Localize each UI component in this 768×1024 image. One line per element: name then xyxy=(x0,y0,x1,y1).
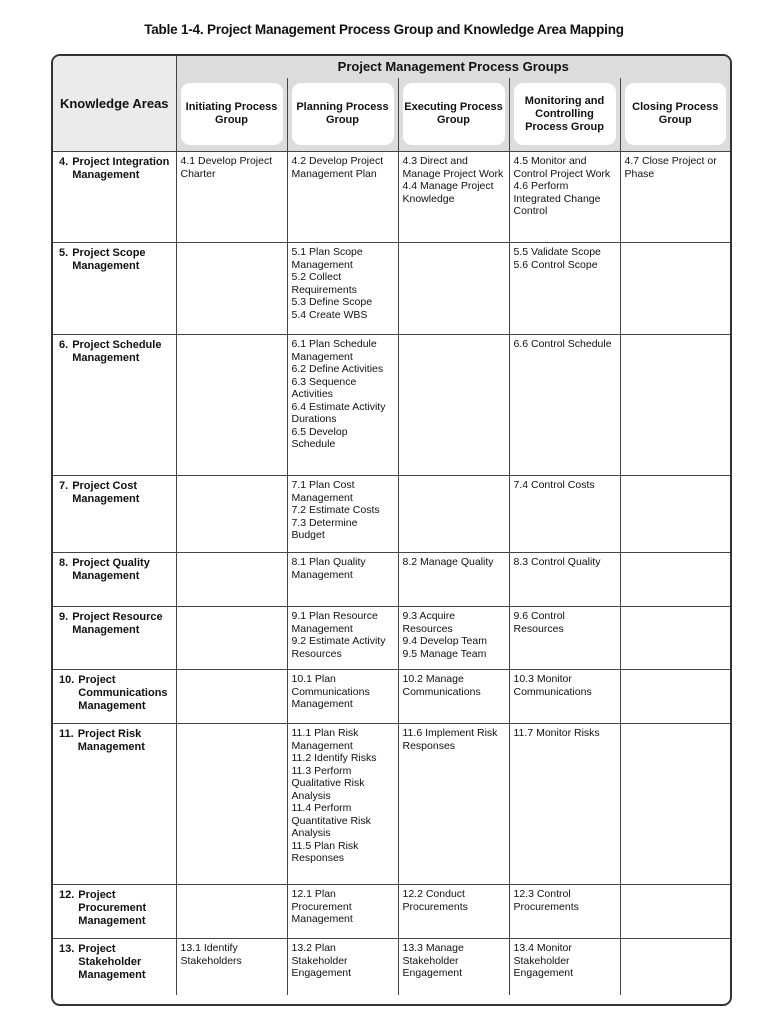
process-item: 11.5 Plan Risk Responses xyxy=(291,839,359,864)
group-label: Planning Process Group xyxy=(292,83,394,145)
mapping-table-frame xyxy=(51,54,732,1006)
process-item: 11.7 Monitor Risks xyxy=(513,727,600,739)
process-cell xyxy=(398,476,509,553)
process-cell xyxy=(176,476,287,553)
table-row xyxy=(53,335,730,476)
process-cell xyxy=(509,724,620,885)
group-header-closing xyxy=(620,78,730,152)
process-item: 5.2 Collect Requirements xyxy=(291,271,357,296)
group-header-planning xyxy=(287,78,398,152)
knowledge-area-name: Project Resource Management xyxy=(72,611,163,636)
process-cell xyxy=(176,607,287,670)
knowledge-area-number: 13. xyxy=(59,943,75,955)
process-item: 4.6 Perform Integrated Change Control xyxy=(513,180,601,217)
process-item: 12.3 Control Procurements xyxy=(513,888,579,913)
process-item: 11.4 Perform Quantitative Risk Analysis xyxy=(291,802,371,839)
knowledge-area-cell xyxy=(53,724,176,885)
process-cell xyxy=(176,670,287,724)
process-item: 7.2 Estimate Costs xyxy=(291,504,380,516)
process-item: 11.3 Perform Qualitative Risk Analysis xyxy=(291,764,365,802)
process-cell xyxy=(176,939,287,995)
process-item: 9.3 Acquire Resources xyxy=(402,610,456,635)
process-cell xyxy=(398,939,509,995)
process-cell xyxy=(398,607,509,670)
knowledge-area-number: 9. xyxy=(59,611,69,623)
group-header-executing xyxy=(398,78,509,152)
process-item: 9.1 Plan Resource Management xyxy=(291,610,378,635)
process-item: 13.1 Identify Stakeholders xyxy=(180,942,242,967)
group-header-monitoring xyxy=(509,78,620,152)
process-cell xyxy=(398,243,509,335)
process-cell xyxy=(620,335,730,476)
knowledge-area-name: Project Quality Management xyxy=(72,557,150,582)
process-item: 8.2 Manage Quality xyxy=(402,556,494,568)
table-row xyxy=(53,553,730,607)
process-item: 10.3 Monitor Communications xyxy=(513,673,592,698)
process-cell xyxy=(509,152,620,243)
group-header-initiating xyxy=(176,78,287,152)
knowledge-area-label xyxy=(59,728,173,754)
process-item: 4.2 Develop Project Management Plan xyxy=(291,155,384,180)
process-item: 9.2 Estimate Activity Resources xyxy=(291,635,386,660)
process-item: 7.4 Control Costs xyxy=(513,479,595,491)
process-cell xyxy=(620,939,730,995)
table-row xyxy=(53,670,730,724)
knowledge-area-name: Project Scope Management xyxy=(72,247,146,272)
process-item: 10.1 Plan Communications Management xyxy=(291,673,370,710)
process-item: 12.2 Conduct Procurements xyxy=(402,888,468,913)
process-item: 11.1 Plan Risk Management xyxy=(291,727,359,752)
process-cell xyxy=(509,553,620,607)
knowledge-area-number: 8. xyxy=(59,557,69,569)
knowledge-area-label xyxy=(59,889,173,928)
knowledge-area-number: 10. xyxy=(59,674,75,686)
table-row xyxy=(53,724,730,885)
process-cell xyxy=(287,885,398,939)
process-cell xyxy=(287,670,398,724)
process-cell xyxy=(509,476,620,553)
process-item: 10.2 Manage Communications xyxy=(402,673,481,698)
knowledge-area-cell xyxy=(53,607,176,670)
process-cell xyxy=(287,476,398,553)
process-item: 9.4 Develop Team xyxy=(402,635,487,647)
process-item: 6.6 Control Schedule xyxy=(513,338,612,350)
process-item: 4.3 Direct and Manage Project Work xyxy=(402,155,504,180)
knowledge-area-cell xyxy=(53,939,176,995)
knowledge-area-label xyxy=(59,247,173,273)
knowledge-areas-header: Knowledge Areas xyxy=(53,56,176,152)
process-item: 7.1 Plan Cost Management xyxy=(291,479,355,504)
process-item: 9.5 Manage Team xyxy=(402,647,487,660)
table-title: Table 1-4. Project Management Process Group and Knowledge Area Mapping xyxy=(144,22,624,37)
process-item: 5.6 Control Scope xyxy=(513,258,598,271)
knowledge-area-label xyxy=(59,674,173,713)
process-cell xyxy=(620,553,730,607)
process-item: 4.5 Monitor and Control Project Work xyxy=(513,155,611,180)
process-cell xyxy=(620,724,730,885)
knowledge-area-name: Project Schedule Management xyxy=(72,339,162,364)
process-cell xyxy=(620,670,730,724)
table-body xyxy=(53,152,730,995)
process-item: 13.3 Manage Stakeholder Engagement xyxy=(402,942,464,979)
process-item: 6.5 Develop Schedule xyxy=(291,425,348,450)
process-item: 6.4 Estimate Activity Durations xyxy=(291,400,386,425)
knowledge-area-label xyxy=(59,611,173,637)
knowledge-area-cell xyxy=(53,553,176,607)
process-mapping-table xyxy=(53,56,730,995)
process-cell xyxy=(398,152,509,243)
knowledge-area-name: Project Procurement Management xyxy=(78,889,147,927)
knowledge-area-name: Project Communications Management xyxy=(78,674,168,712)
process-cell xyxy=(620,885,730,939)
process-item: 6.2 Define Activities xyxy=(291,363,384,375)
group-label: Closing Process Group xyxy=(625,83,727,145)
process-item: 8.3 Control Quality xyxy=(513,556,601,568)
knowledge-area-number: 4. xyxy=(59,156,69,168)
process-cell xyxy=(398,335,509,476)
process-item: 4.4 Manage Project Knowledge xyxy=(402,180,494,205)
knowledge-area-name: Project Integration Management xyxy=(72,156,170,181)
process-item: 11.6 Implement Risk Responses xyxy=(402,727,498,752)
process-item: 13.2 Plan Stakeholder Engagement xyxy=(291,942,352,979)
process-cell xyxy=(287,243,398,335)
process-cell xyxy=(287,152,398,243)
process-cell xyxy=(398,553,509,607)
knowledge-area-number: 7. xyxy=(59,480,69,492)
process-item: 12.1 Plan Procurement Management xyxy=(291,888,353,925)
process-cell xyxy=(176,724,287,885)
process-item: 6.3 Sequence Activities xyxy=(291,375,357,400)
process-cell xyxy=(509,335,620,476)
process-cell xyxy=(509,607,620,670)
knowledge-area-label xyxy=(59,339,173,365)
knowledge-area-number: 12. xyxy=(59,889,75,901)
knowledge-area-cell xyxy=(53,335,176,476)
process-cell xyxy=(620,243,730,335)
table-row xyxy=(53,152,730,243)
knowledge-area-cell xyxy=(53,152,176,243)
process-item: 13.4 Monitor Stakeholder Engagement xyxy=(513,942,574,979)
knowledge-area-number: 6. xyxy=(59,339,69,351)
knowledge-area-name: Project Stakeholder Management xyxy=(78,943,146,981)
process-item: 4.7 Close Project or Phase xyxy=(624,155,717,180)
process-cell xyxy=(287,939,398,995)
knowledge-area-name: Project Risk Management xyxy=(77,728,145,753)
process-cell xyxy=(176,553,287,607)
process-item: 5.5 Validate Scope xyxy=(513,246,601,258)
knowledge-area-cell xyxy=(53,885,176,939)
process-groups-header: Project Management Process Groups xyxy=(176,56,730,78)
process-cell xyxy=(176,335,287,476)
group-label: Executing Process Group xyxy=(403,83,505,145)
process-cell xyxy=(509,670,620,724)
process-cell xyxy=(620,476,730,553)
process-cell xyxy=(176,243,287,335)
knowledge-area-label xyxy=(59,943,173,982)
process-item: 5.1 Plan Scope Management xyxy=(291,246,363,271)
table-row xyxy=(53,939,730,995)
process-cell xyxy=(176,152,287,243)
group-label: Initiating Process Group xyxy=(181,83,283,145)
knowledge-area-number: 11. xyxy=(59,728,74,740)
knowledge-area-label xyxy=(59,557,173,583)
process-item: 5.4 Create WBS xyxy=(291,308,368,321)
table-row xyxy=(53,243,730,335)
table-row xyxy=(53,476,730,553)
process-cell xyxy=(287,335,398,476)
process-item: 9.6 Control Resources xyxy=(513,610,565,635)
process-cell xyxy=(620,152,730,243)
process-cell xyxy=(176,885,287,939)
knowledge-area-label xyxy=(59,156,173,182)
knowledge-area-name: Project Cost Management xyxy=(72,480,140,505)
process-cell xyxy=(398,670,509,724)
process-item: 5.3 Define Scope xyxy=(291,296,373,308)
process-cell xyxy=(509,243,620,335)
process-item: 8.1 Plan Quality Management xyxy=(291,556,366,581)
process-cell xyxy=(509,885,620,939)
knowledge-area-label xyxy=(59,480,173,506)
knowledge-area-number: 5. xyxy=(59,247,69,259)
table-row xyxy=(53,607,730,670)
process-item: 4.1 Develop Project Charter xyxy=(180,155,273,180)
process-item: 6.1 Plan Schedule Management xyxy=(291,338,377,363)
knowledge-area-cell xyxy=(53,476,176,553)
table-row xyxy=(53,885,730,939)
process-item: 7.3 Determine Budget xyxy=(291,516,358,541)
process-cell xyxy=(398,724,509,885)
process-cell xyxy=(287,553,398,607)
process-item: 11.2 Identify Risks xyxy=(291,752,377,764)
group-label: Monitoring and Controlling Process Group xyxy=(514,83,616,145)
process-cell xyxy=(398,885,509,939)
process-cell xyxy=(509,939,620,995)
knowledge-area-cell xyxy=(53,670,176,724)
process-cell xyxy=(620,607,730,670)
process-cell xyxy=(287,724,398,885)
knowledge-area-cell xyxy=(53,243,176,335)
process-cell xyxy=(287,607,398,670)
